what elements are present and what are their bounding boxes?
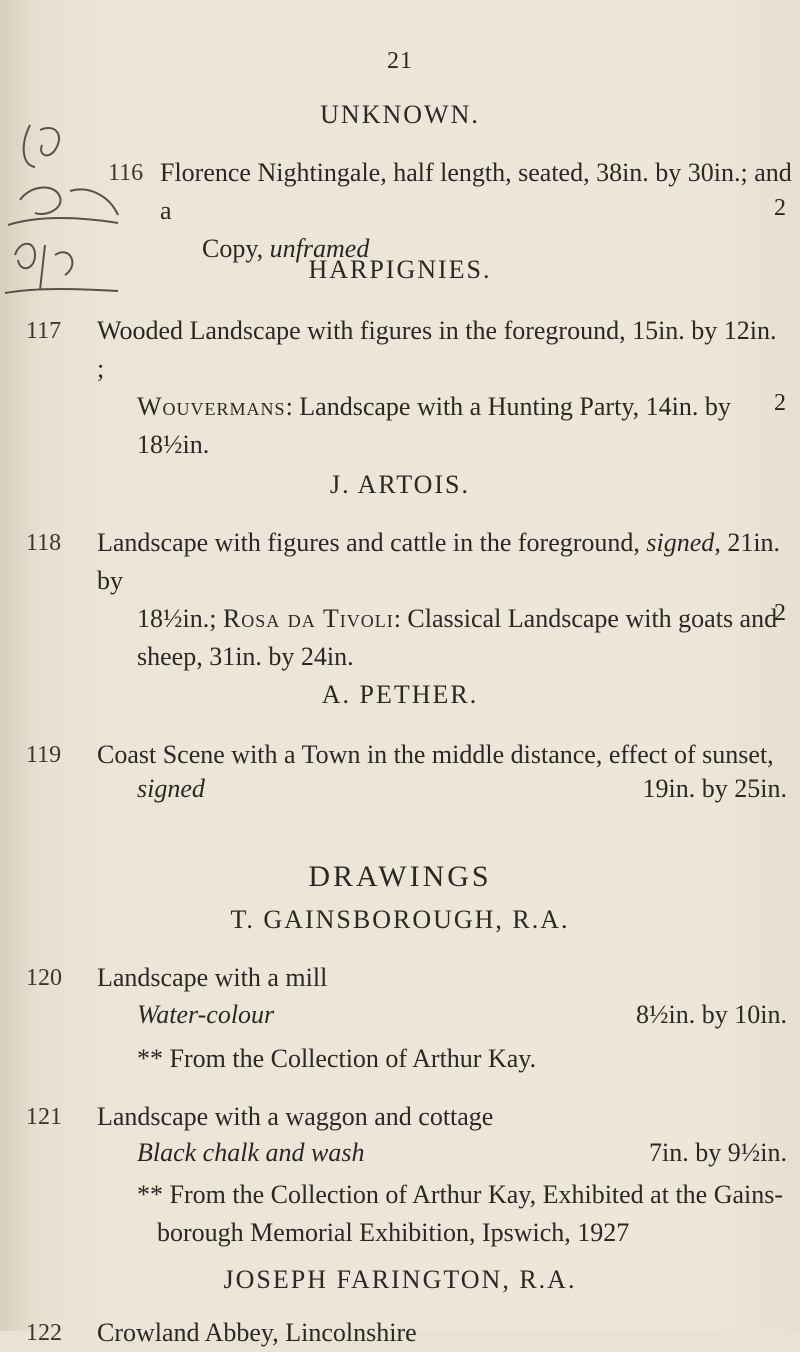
lot-text: : Landscape with a Hunting Party, 14in. by xyxy=(285,392,731,421)
lot-detail-row xyxy=(137,1000,787,1030)
lot-text-italic: signed xyxy=(137,774,205,803)
lot-line: Florence Nightingale, half length, seated, 38in. by 30in.; and a xyxy=(160,158,792,225)
lot-description xyxy=(97,312,787,464)
lot-line xyxy=(97,600,787,638)
lot-text-italic: unframed xyxy=(269,234,370,263)
lot-number: 122 xyxy=(26,1320,62,1346)
lot-text: : Classical Landscape with goats and xyxy=(393,604,778,633)
lot-line: Wooded Landscape with figures in the foreground, 15in. by 12in. ; xyxy=(97,316,777,383)
lot-note-line: borough Memorial Exhibition, Ipswich, 1927 xyxy=(157,1218,630,1247)
lot-text: 18½in.; xyxy=(137,604,223,633)
lot-title: Crowland Abbey, Lincolnshire xyxy=(97,1318,417,1347)
lot-size: 19in. by 25in. xyxy=(642,774,787,803)
lot-number: 117 xyxy=(26,318,62,344)
lot-medium: Water-colour xyxy=(137,1000,275,1029)
lot-number: 119 xyxy=(26,742,62,768)
lot-medium: Black chalk and wash xyxy=(137,1138,365,1167)
page-number: 21 xyxy=(387,48,413,74)
lot-line xyxy=(97,388,787,426)
section-heading-pether: A. PETHER. xyxy=(321,680,479,709)
lot-number: 118 xyxy=(26,530,62,556)
lot-title: Landscape with a waggon and cottage xyxy=(97,1102,494,1131)
section-heading-drawings: DRAWINGS xyxy=(308,860,492,893)
lot-size: 8½in. by 10in. xyxy=(636,1000,787,1029)
lot-number: 121 xyxy=(26,1104,62,1130)
lot-text: , 21in. by xyxy=(97,528,781,595)
lot-line: 18½in. xyxy=(137,430,210,459)
lot-note-line: ** From the Collection of Arthur Kay, Exhibited at the Gains- xyxy=(137,1180,784,1209)
lot-line xyxy=(97,524,787,600)
lot-number: 120 xyxy=(26,965,62,991)
lot-text: Copy, xyxy=(202,234,270,263)
lot-note: ** From the Collection of Arthur Kay. xyxy=(137,1044,537,1073)
lot-description xyxy=(160,154,800,268)
lot-detail-row xyxy=(137,1138,787,1168)
lot-note xyxy=(137,1176,787,1252)
lot-number: 116 xyxy=(108,160,144,186)
lot-description xyxy=(97,524,787,676)
artist-name: Wouvermans xyxy=(137,392,286,421)
section-heading-harpignies: HARPIGNIES. xyxy=(308,255,492,284)
section-heading-gainsborough: T. GAINSBOROUGH, R.A. xyxy=(230,905,570,934)
lot-quantity: 2 xyxy=(774,390,786,416)
lot-size: 7in. by 9½in. xyxy=(649,1138,787,1167)
lot-text: Landscape with figures and cattle in the foreground, xyxy=(97,528,647,557)
artist-name: Rosa da Tivoli xyxy=(222,604,394,633)
lot-description: Coast Scene with a Town in the middle distance, effect of sunset, xyxy=(97,740,774,769)
lot-line: sheep, 31in. by 24in. xyxy=(137,642,354,671)
lot-title: Landscape with a mill xyxy=(97,963,328,992)
section-heading-farington: JOSEPH FARINGTON, R.A. xyxy=(223,1265,577,1294)
section-heading-artois: J. ARTOIS. xyxy=(329,470,471,499)
section-heading-unknown: UNKNOWN. xyxy=(320,100,480,129)
lot-detail-row xyxy=(137,774,787,804)
lot-quantity: 2 xyxy=(774,195,786,221)
lot-quantity: 2 xyxy=(774,600,786,626)
lot-text-italic: signed xyxy=(646,528,715,557)
